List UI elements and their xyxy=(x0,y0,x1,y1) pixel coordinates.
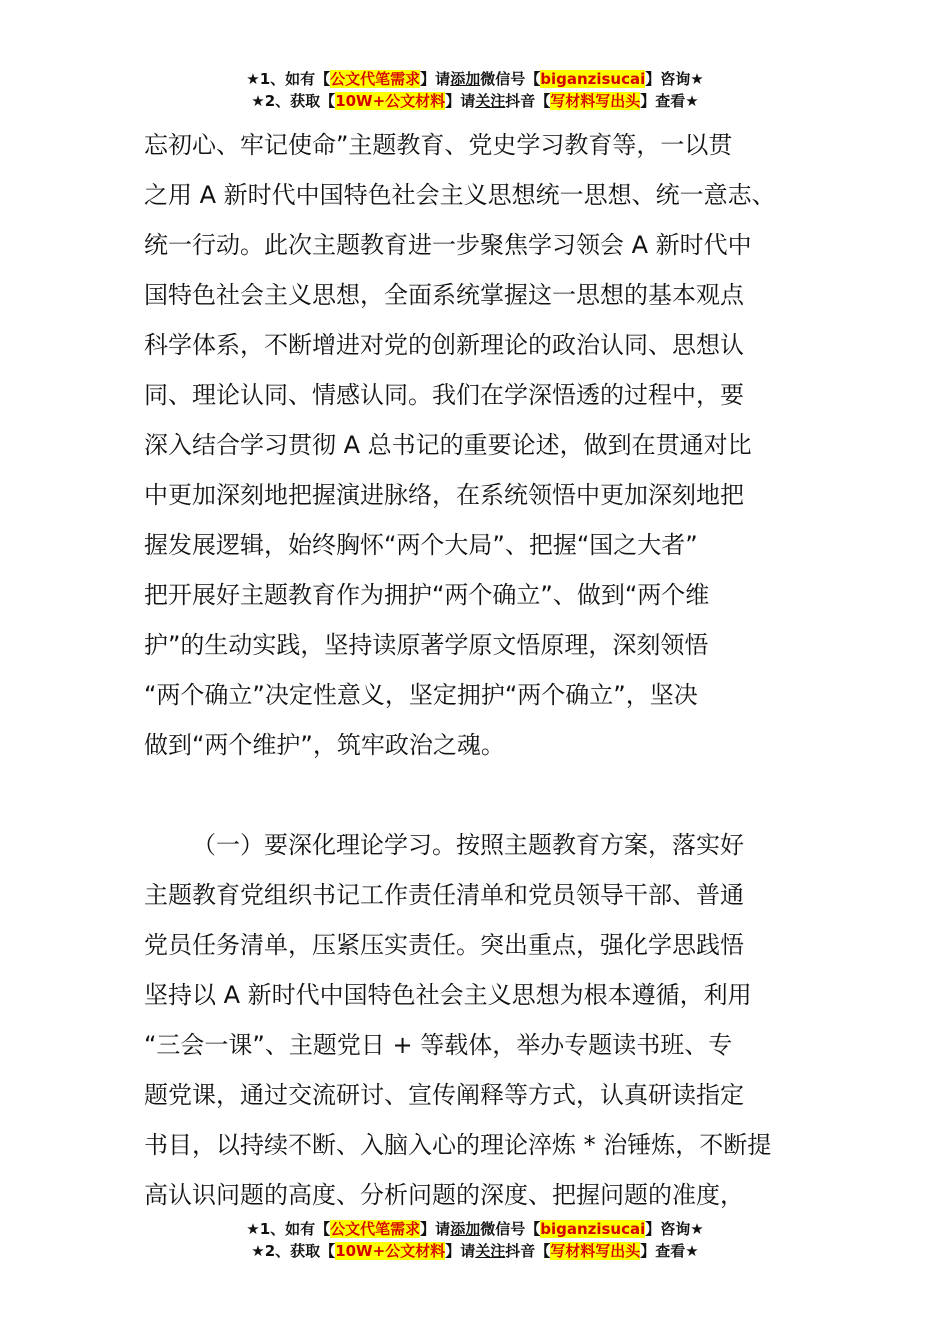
highlight-wechat-id: biganzisucai xyxy=(540,70,646,88)
text-line: 护”的生动实践，坚持读原著学原文悟原理，深刻领悟 xyxy=(144,631,709,659)
highlight-materials: 10W+公文材料 xyxy=(335,92,446,110)
promo-banner-bottom xyxy=(0,1218,950,1262)
paragraph-2 xyxy=(144,820,824,1220)
highlight-service: 公文代笔需求 xyxy=(330,70,421,88)
promo-line-2: ★2、获取【10W+公文材料】请关注抖音【写材料写出头】查看★ xyxy=(251,92,699,110)
promo-line-2: ★2、获取【10W+公文材料】请关注抖音【写材料写出头】查看★ xyxy=(251,1242,699,1260)
text-line: 做到“两个维护”，筑牢政治之魂。 xyxy=(144,731,505,759)
text-line: 中更加深刻地把握演进脉络，在系统领悟中更加深刻地把 xyxy=(144,481,744,509)
highlight-douyin: 写材料写出头 xyxy=(550,92,641,110)
promo-line-1: ★1、如有【公文代笔需求】请添加微信号【biganzisucai】咨询★ xyxy=(246,1220,704,1238)
highlight-materials: 10W+公文材料 xyxy=(335,1242,446,1260)
text-line: 题党课，通过交流研讨、宣传阐释等方式，认真研读指定 xyxy=(144,1081,744,1109)
text-line: 统一行动。此次主题教育进一步聚焦学习领会 A 新时代中 xyxy=(144,231,752,259)
text-line: 高认识问题的高度、分析问题的深度、把握问题的准度， xyxy=(144,1181,744,1209)
highlight-douyin: 写材料写出头 xyxy=(550,1242,641,1260)
text-line: （一）要深化理论学习。按照主题教育方案，落实好 xyxy=(192,831,744,859)
text-line: 坚持以 A 新时代中国特色社会主义思想为根本遵循，利用 xyxy=(144,981,752,1009)
document-body xyxy=(144,120,824,1220)
text-line: 深入结合学习贯彻 A 总书记的重要论述，做到在贯通对比 xyxy=(144,431,752,459)
text-line: 书目，以持续不断、入脑入心的理论淬炼 * 治锤炼，不断提 xyxy=(144,1131,772,1159)
promo-banner-top xyxy=(0,68,950,112)
text-line: 把开展好主题教育作为拥护“两个确立”、做到“两个维 xyxy=(144,581,710,609)
highlight-service: 公文代笔需求 xyxy=(330,1220,421,1238)
text-line: “两个确立”决定性意义，坚定拥护“两个确立”，坚决 xyxy=(144,681,698,709)
promo-line-1: ★1、如有【公文代笔需求】请添加微信号【biganzisucai】咨询★ xyxy=(246,70,704,88)
paragraph-1 xyxy=(144,120,824,770)
text-line: 科学体系，不断增进对党的创新理论的政治认同、思想认 xyxy=(144,331,744,359)
highlight-wechat-id: biganzisucai xyxy=(540,1220,646,1238)
text-line: 国特色社会主义思想，全面系统掌握这一思想的基本观点 xyxy=(144,281,744,309)
text-line: “三会一课”、主题党日 + 等载体，举办专题读书班、专 xyxy=(144,1031,733,1059)
paragraph-gap xyxy=(144,770,824,820)
text-line: 同、理论认同、情感认同。我们在学深悟透的过程中，要 xyxy=(144,381,744,409)
text-line: 握发展逻辑，始终胸怀“两个大局”、把握“国之大者” xyxy=(144,531,698,559)
text-line: 忘初心、牢记使命”主题教育、党史学习教育等，一以贯 xyxy=(144,131,733,159)
text-line: 党员任务清单，压紧压实责任。突出重点，强化学思践悟 xyxy=(144,931,744,959)
text-line: 之用 A 新时代中国特色社会主义思想统一思想、统一意志、 xyxy=(144,181,776,209)
text-line: 主题教育党组织书记工作责任清单和党员领导干部、普通 xyxy=(144,881,744,909)
